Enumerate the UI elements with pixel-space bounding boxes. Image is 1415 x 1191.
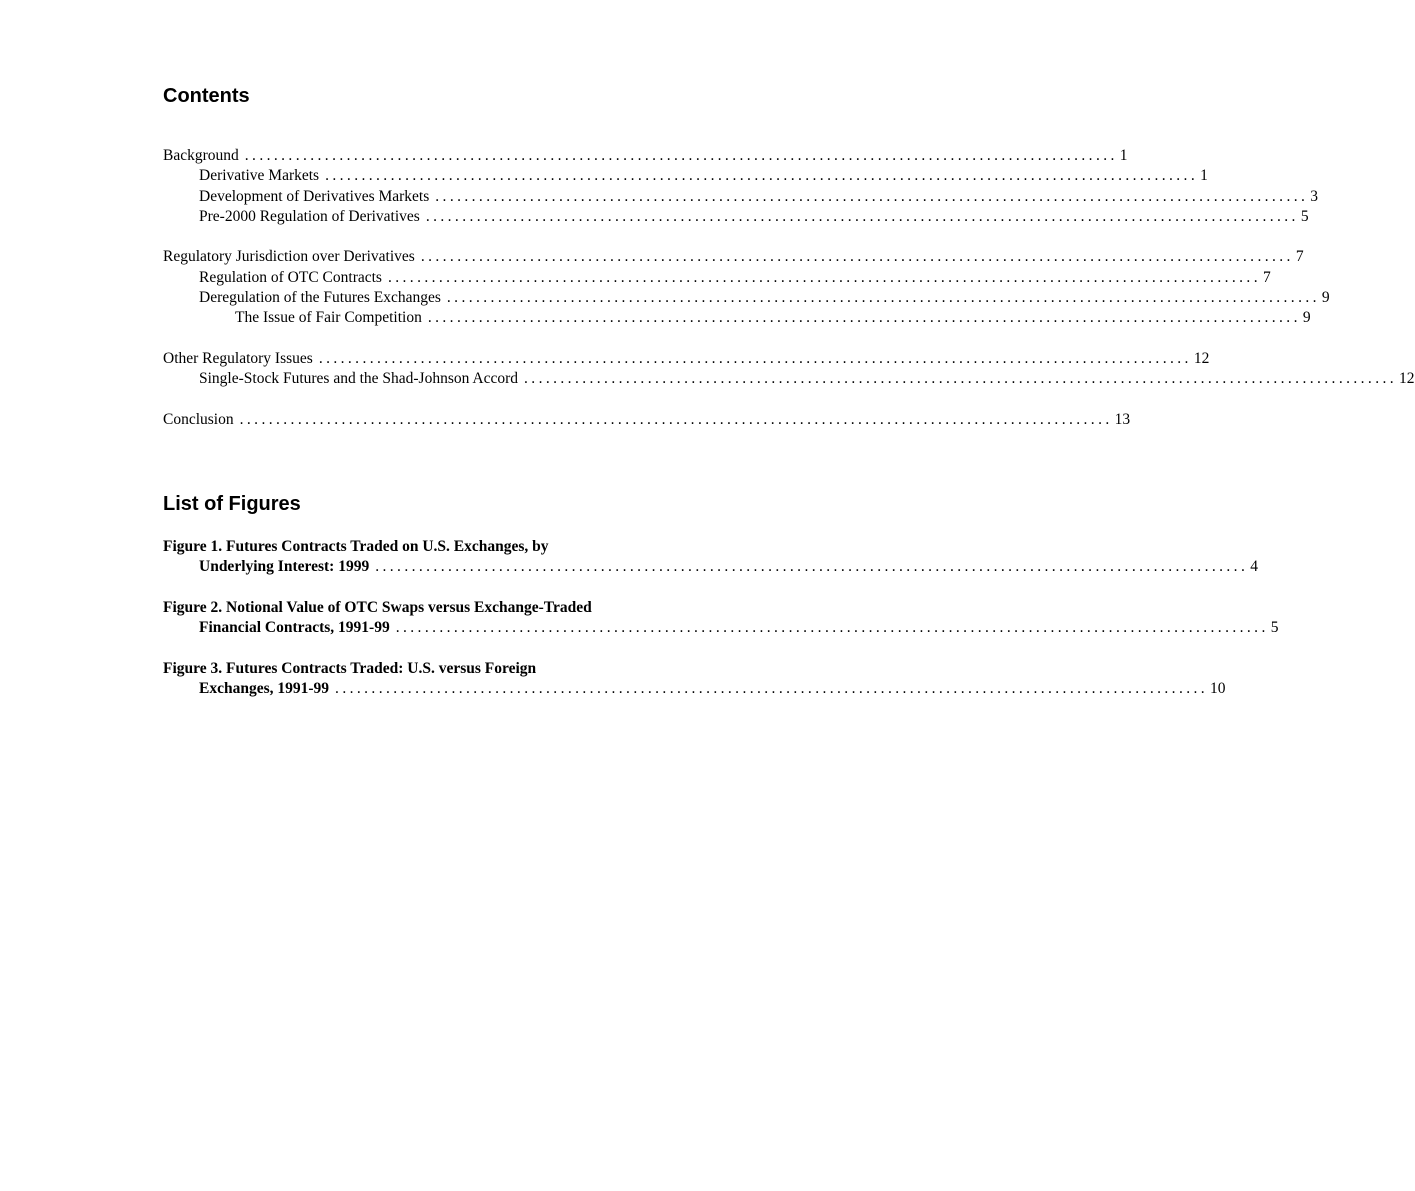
toc-entry-page: 9 [1321,289,1330,307]
figure-page: 4 [1250,558,1258,576]
toc-leader-dots: ........................................................................................................................ [435,187,1309,205]
figure-caption-line-2-row [163,618,1279,638]
toc-leader-dots: ........................................................................................................................ [420,248,1294,266]
figure-caption-line-2: Financial Contracts, 1991-99 [199,619,390,637]
figure-entry-3[interactable] [163,659,1226,700]
toc-entry-single-stock-futures[interactable] [163,369,1415,389]
toc-entry-page: 7 [1262,268,1271,286]
toc-entry-regulatory-jurisdiction[interactable] [163,247,1304,267]
toc-entry-title: Background [163,147,239,164]
toc-entry-page: 12 [1399,370,1415,388]
toc-leader-dots: ........................................................................................................................ [375,558,1249,576]
toc-leader-dots: ........................................................................................................................ [239,410,1113,428]
toc-entry-page: 5 [1300,207,1309,225]
toc-entry-page: 12 [1193,349,1210,367]
toc-leader-dots: ........................................................................................................................ [425,207,1299,225]
figure-caption-line-1: Figure 3. Futures Contracts Traded: U.S. versus Foreign [163,659,537,677]
toc-entry-deregulation-of-futures-exchanges[interactable] [163,288,1330,308]
toc-entry-page: 1 [1200,167,1208,185]
toc-leader-dots: ........................................................................................................................ [318,349,1192,367]
toc-entry-development-of-derivatives-markets[interactable] [163,187,1319,207]
toc-entry-pre-2000-regulation[interactable] [163,207,1309,227]
toc-entry-title: Deregulation of the Futures Exchanges [199,289,441,307]
figure-caption-line-2: Underlying Interest: 1999 [199,558,370,576]
toc-entry-regulation-of-otc-contracts[interactable] [163,268,1271,288]
toc-entry-title: Development of Derivatives Markets [199,187,430,205]
toc-entry-other-regulatory-issues[interactable] [163,349,1210,369]
figure-caption-line-2-row [163,679,1226,699]
toc-entry-title: Derivative Markets [199,167,320,185]
figures-list [163,537,1279,720]
toc-leader-dots: ........................................................................................................................ [427,309,1301,327]
toc-entry-background[interactable] [163,146,1128,166]
toc-entry-page: 1 [1119,147,1128,164]
contents-heading: Contents [163,85,250,107]
toc-spacer [163,390,758,410]
figure-caption-line-2: Exchanges, 1991-99 [199,680,330,698]
toc-entry-title: Conclusion [163,410,234,428]
toc-entry-page: 9 [1302,309,1311,327]
list-of-figures-heading: List of Figures [163,493,301,515]
toc-entry-issue-of-fair-competition[interactable] [163,308,1311,328]
figure-page: 5 [1270,619,1279,637]
toc-entry-title: Regulation of OTC Contracts [199,268,382,286]
toc-leader-dots: ........................................................................................................................ [335,680,1209,698]
toc-entry-conclusion[interactable] [163,410,1131,430]
figure-caption-line-2-row [163,557,1258,577]
toc-leader-dots: ........................................................................................................................ [446,289,1320,307]
toc-entry-page: 3 [1310,187,1319,205]
figure-caption-line-1: Figure 1. Futures Contracts Traded on U.S. Exchanges, by [163,538,549,555]
toc-entry-page: 13 [1114,410,1131,428]
toc-leader-dots: ........................................................................................................................ [395,619,1269,637]
toc-entry-title: The Issue of Fair Competition [235,309,422,327]
toc-leader-dots: ........................................................................................................................ [325,167,1199,185]
toc-leader-dots: ........................................................................................................................ [524,370,1398,388]
toc-spacer [163,329,758,349]
figure-page: 10 [1210,680,1226,698]
figure-entry-2[interactable] [163,598,1279,639]
toc-entry-page: 7 [1295,248,1304,266]
contents-list [163,146,1415,430]
toc-entry-title: Regulatory Jurisdiction over Derivatives [163,248,415,266]
toc-entry-title: Other Regulatory Issues [163,349,313,367]
figure-caption-line-1: Figure 2. Notional Value of OTC Swaps versus Exchange-Traded [163,598,592,616]
toc-entry-title: Pre-2000 Regulation of Derivatives [199,207,420,225]
toc-leader-dots: ........................................................................................................................ [244,147,1118,164]
toc-entry-title: Single-Stock Futures and the Shad-Johnson Accord [199,370,519,388]
toc-leader-dots: ........................................................................................................................ [387,268,1261,286]
figure-entry-1[interactable] [163,537,1258,578]
toc-entry-derivative-markets[interactable] [163,166,1208,186]
toc-spacer [163,227,758,247]
